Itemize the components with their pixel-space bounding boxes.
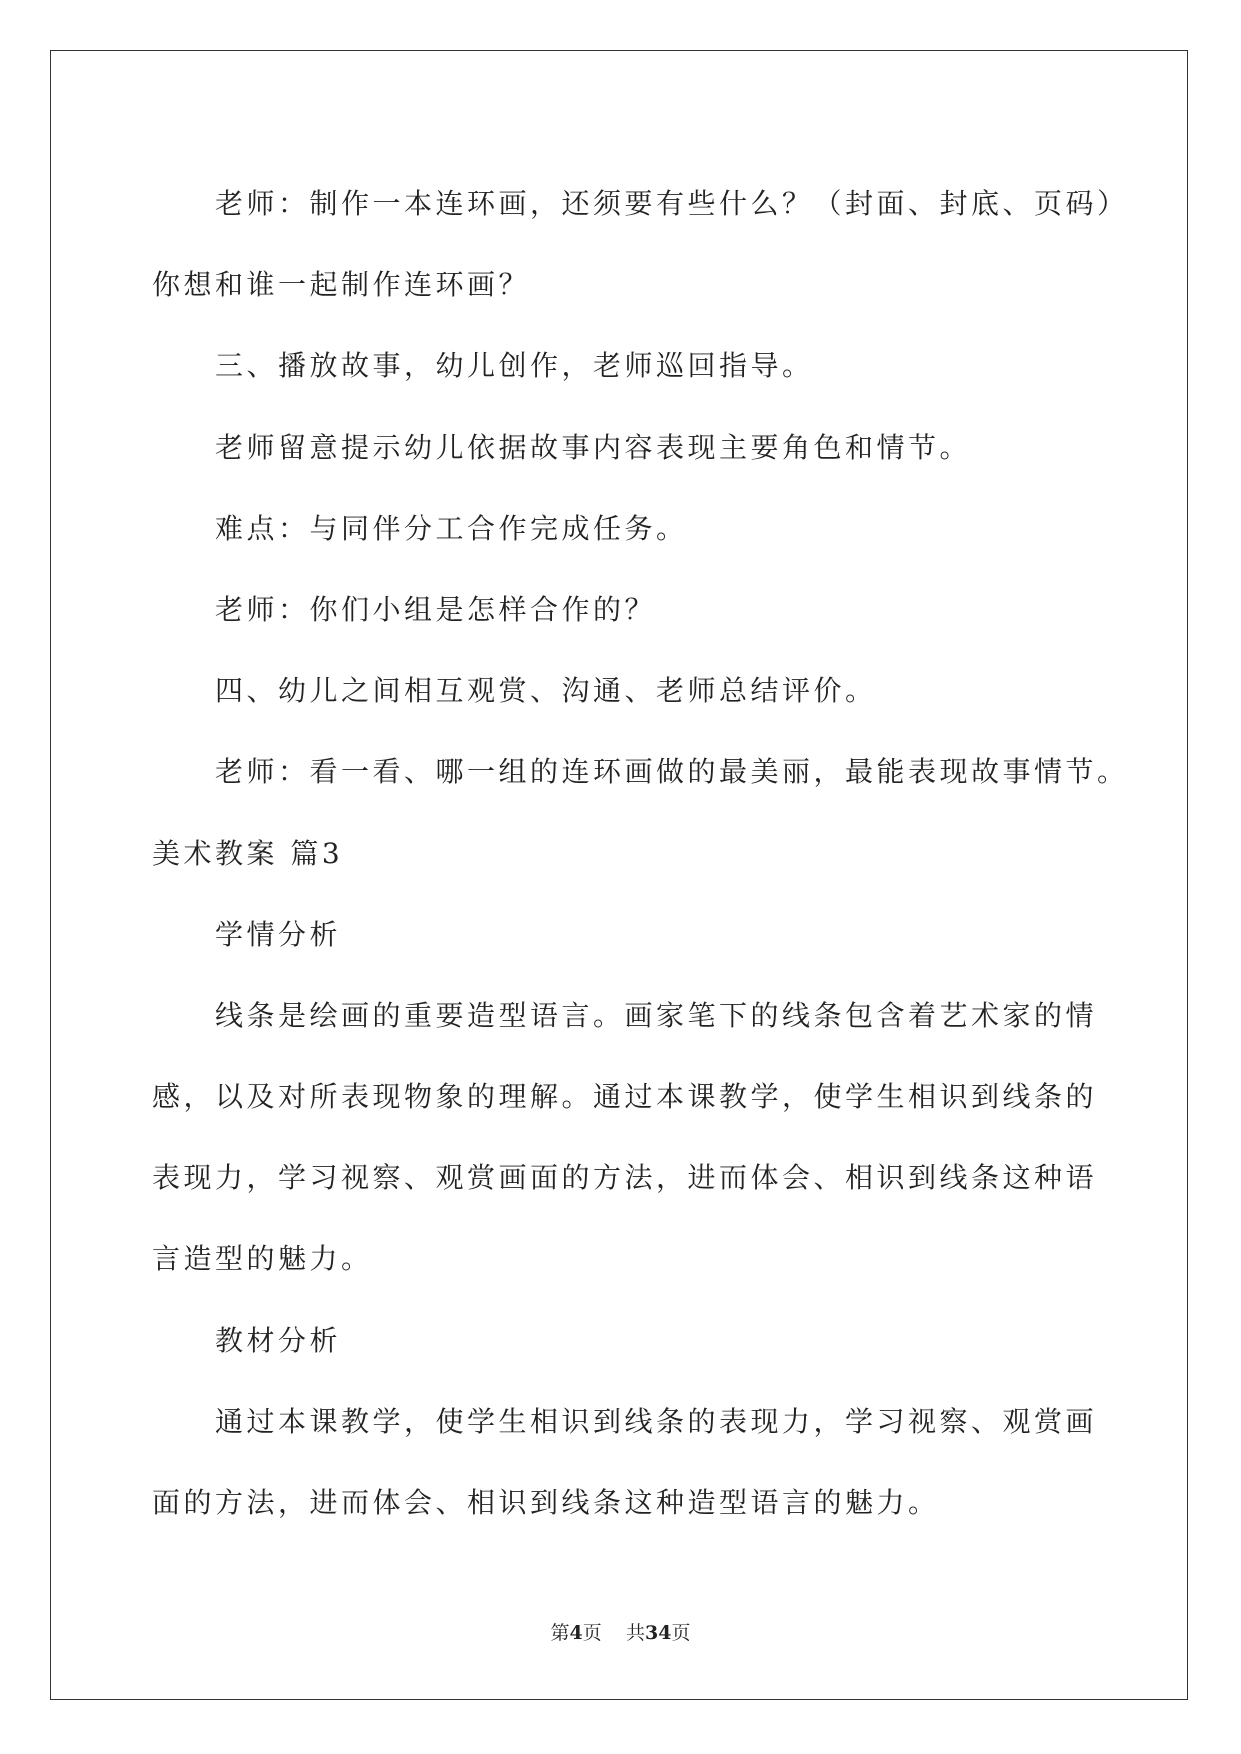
paragraph-line: 线条是绘画的重要造型语言。画家笔下的线条包含着艺术家的情: [215, 998, 1098, 1032]
paragraph-line: 难点：与同伴分工合作完成任务。: [215, 511, 688, 545]
paragraph-line: 言造型的魅力。: [152, 1242, 373, 1276]
paragraph-line: 面的方法，进而体会、相识到线条这种造型语言的魅力。: [152, 1486, 940, 1519]
footer-total-pages: 34: [644, 1622, 672, 1644]
footer-page-suffix: 页: [582, 1622, 602, 1644]
paragraph-line: 三、播放故事，幼儿创作，老师巡回指导。: [215, 349, 814, 383]
paragraph-line: 通过本课教学，使学生相识到线条的表现力，学习视察、观赏画: [215, 1404, 1098, 1438]
paragraph-line: 你想和谁一起制作连环画？: [152, 268, 531, 302]
footer-total-prefix: 共: [625, 1622, 645, 1644]
paragraph-line: 老师：你们小组是怎样合作的？: [215, 592, 657, 626]
section-heading: 美术教案 篇3: [152, 836, 344, 870]
footer-total-suffix: 页: [671, 1622, 691, 1644]
paragraph-line: 四、幼儿之间相互观赏、沟通、老师总结评价。: [215, 674, 877, 708]
footer-page-prefix: 第: [550, 1622, 570, 1644]
subsection-heading: 学情分析: [215, 917, 342, 951]
footer-page-number: 4: [569, 1622, 583, 1644]
paragraph-line: 表现力，学习视察、观赏画面的方法，进而体会、相识到线条这种语: [152, 1161, 1098, 1195]
document-body: [152, 163, 1129, 1543]
page-footer: [0, 1618, 1241, 1645]
paragraph-line: 老师：看一看、哪一组的连环画做的最美丽，最能表现故事情节。: [215, 755, 1129, 789]
paragraph-line: 老师留意提示幼儿依据故事内容表现主要角色和情节。: [215, 430, 972, 464]
subsection-heading: 教材分析: [215, 1323, 342, 1357]
paragraph-line: 老师：制作一本连环画，还须要有些什么？（封面、封底、页码）: [215, 187, 1129, 220]
paragraph-line: 感，以及对所表现物象的理解。通过本课教学，使学生相识到线条的: [152, 1080, 1098, 1114]
